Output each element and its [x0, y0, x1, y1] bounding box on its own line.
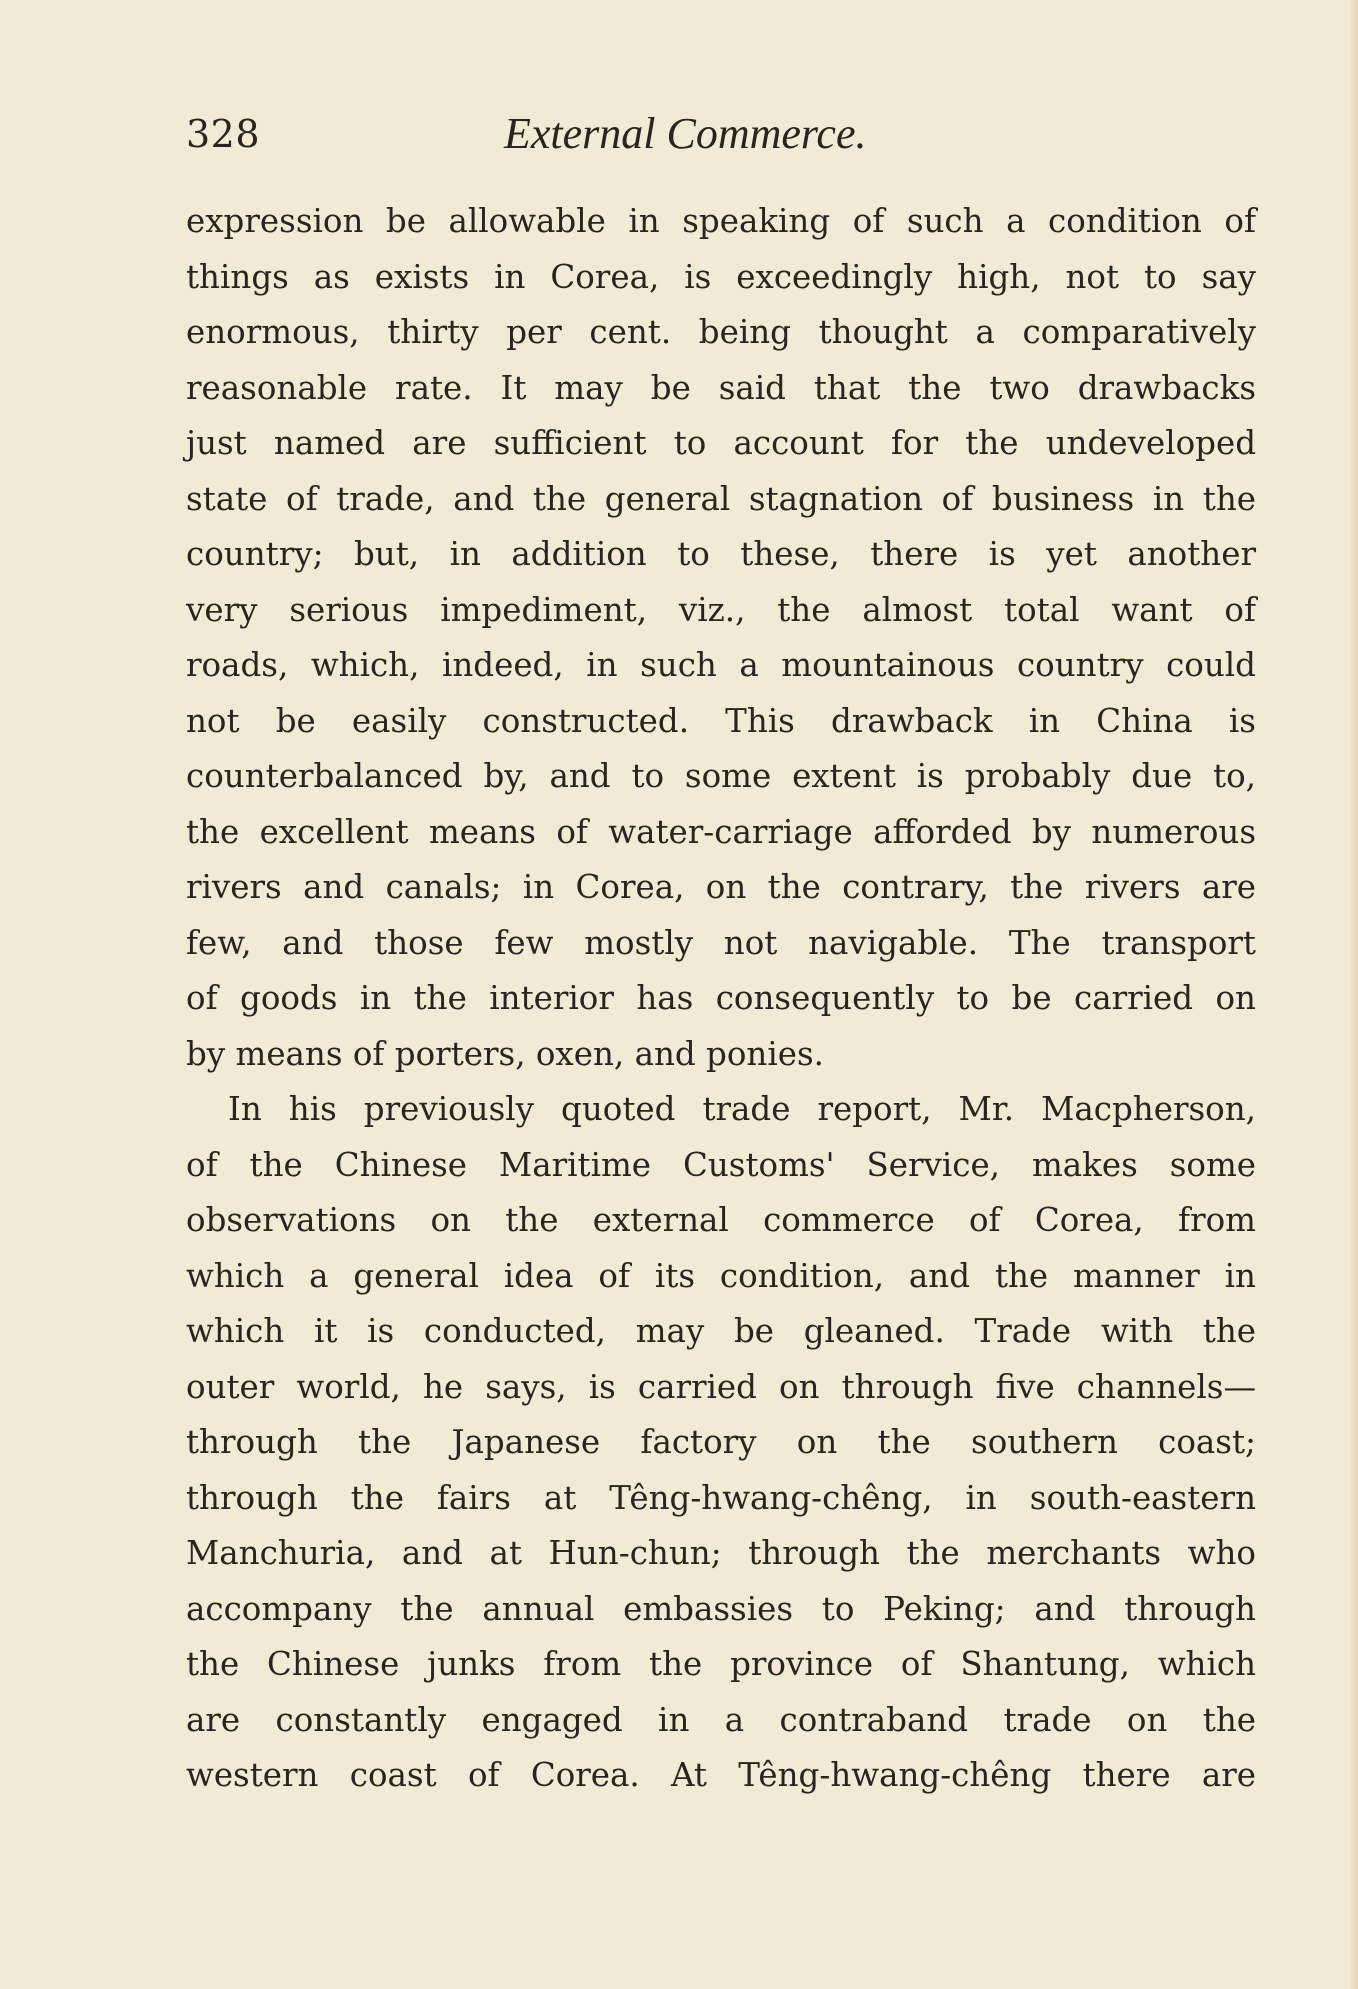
text-line: reasonable rate. It may be said that the two drawbacks: [186, 368, 1256, 407]
text-line: few, and those few mostly not navigable. The transport: [186, 923, 1256, 962]
text-line: expression be allowable in speaking of such a condition of: [186, 202, 1256, 240]
text-line: counterbalanced by, and to some extent is probably due to,: [186, 757, 1256, 795]
text-line: Manchuria, and at Hun-chun; through the merchants who: [186, 1534, 1256, 1572]
text-line: through the fairs at Têng-hwang-chêng, in south-eastern: [186, 1478, 1256, 1517]
text-line: which it is conducted, may be gleaned. Trade with the: [186, 1312, 1256, 1350]
text-line: the Chinese junks from the province of Shantung, which: [186, 1645, 1256, 1683]
text-line: state of trade, and the general stagnation of business in the: [186, 479, 1256, 518]
text-line: the excellent means of water-carriage afforded by numerous: [186, 812, 1256, 851]
page-edge: [1350, 0, 1358, 1989]
text-line: very serious impediment, viz., the almost total want of: [186, 590, 1256, 629]
text-line: of goods in the interior has consequently to be carried on: [186, 979, 1256, 1017]
text-line: country; but, in addition to these, there is yet another: [186, 535, 1256, 573]
text-line: western coast of Corea. At Têng-hwang-chêng there are: [186, 1756, 1256, 1794]
running-title: External Commerce.: [504, 109, 867, 158]
text-line: are constantly engaged in a contraband trade on the: [186, 1700, 1256, 1739]
text-line: observations on the external commerce of Corea, from: [186, 1201, 1256, 1239]
page-number: 328: [186, 112, 261, 156]
text-line: which a general idea of its condition, and the manner in: [186, 1256, 1256, 1295]
text-line: just named are sufficient to account for the undeveloped: [186, 424, 1256, 462]
text-line: rivers and canals; in Corea, on the contrary, the rivers are: [186, 868, 1256, 906]
running-header: [186, 108, 1256, 168]
text-line: outer world, he says, is carried on through five channels—: [186, 1367, 1256, 1406]
text-line: accompany the annual embassies to Peking; and through: [186, 1589, 1256, 1628]
body-text: [186, 194, 1256, 1804]
paragraph-last-line: by means of porters, oxen, and ponies.: [186, 1034, 824, 1073]
text-line: enormous, thirty per cent. being thought a comparatively: [186, 313, 1256, 351]
text-line: of the Chinese Maritime Customs' Service, makes some: [186, 1145, 1256, 1184]
text-line: not be easily constructed. This drawback in China is: [186, 701, 1256, 740]
text-line: through the Japanese factory on the southern coast;: [186, 1423, 1256, 1461]
paragraph-first-line: In his previously quoted trade report, Mr. Macpherson,: [228, 1090, 1256, 1128]
text-line: roads, which, indeed, in such a mountainous country could: [186, 646, 1256, 684]
text-line: things as exists in Corea, is exceedingly high, not to say: [186, 257, 1256, 296]
